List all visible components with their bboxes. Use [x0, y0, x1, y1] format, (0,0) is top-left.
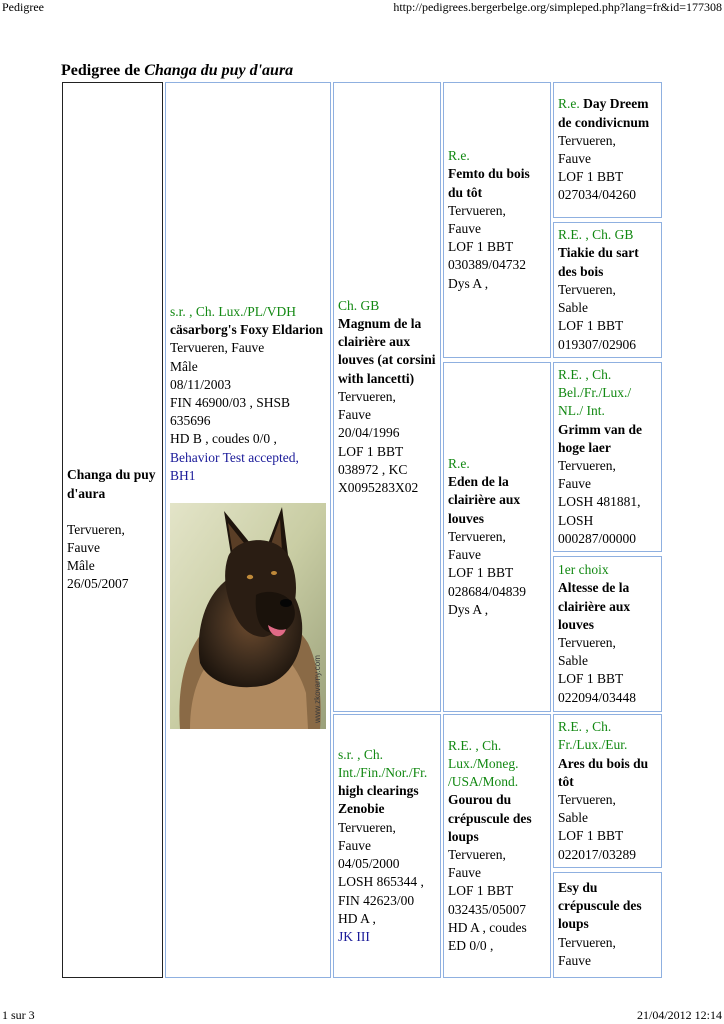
sire-dam-registration: LOSH 865344 , FIN 42623/00: [338, 874, 424, 908]
gen3-1-health: Dys A ,: [448, 275, 489, 291]
gen3-2-name[interactable]: Eden de la clairière aux louves: [448, 474, 521, 526]
gen4-1-registration: LOF 1 BBT 027034/04260: [558, 169, 637, 203]
pedigree-cell-sire-sire: [333, 82, 441, 712]
gen4-5-breed: Tervueren,: [558, 792, 616, 807]
gen3-3-health: HD A , coudes ED 0/0 ,: [448, 919, 527, 954]
gen4-1-titles: R.e.: [558, 96, 580, 112]
gen4-6-name[interactable]: Esy du crépuscule des loups: [558, 880, 642, 932]
gen3-1-breed: Tervueren,: [448, 202, 506, 218]
title-prefix: Pedigree de: [61, 62, 145, 79]
gen4-5-titles: R.E. , Ch. Fr./Lux./Eur.: [558, 719, 628, 753]
gen4-1-name[interactable]: Day Dreem de condivicnum: [558, 96, 650, 130]
dog-photo-illustration: [170, 503, 326, 729]
gen4-5-color: Sable: [558, 810, 588, 826]
photo-watermark: www.zkovarny.com: [313, 655, 322, 724]
sire-registration: FIN 46900/03 , SHSB 635696: [170, 395, 291, 429]
page-title: [61, 60, 293, 82]
gen3-3-registration: LOF 1 BBT 032435/05007: [448, 883, 527, 917]
gen3-3-titles: R.E. , Ch. Lux./Moneg. /USA/Mond.: [448, 737, 519, 790]
gen4-3-registration: LOSH 481881, LOSH 000287/00000: [558, 494, 641, 546]
dog-breed: Tervueren,: [67, 521, 125, 537]
dog-sex: Mâle: [67, 558, 95, 574]
gen4-2-titles: R.E. , Ch. GB: [558, 227, 634, 243]
dog-color: Fauve: [67, 540, 100, 555]
gen4-4-breed: Tervueren,: [558, 635, 616, 650]
gen4-5-registration: LOF 1 BBT 022017/03289: [558, 828, 637, 862]
sire-dam-color: Fauve: [338, 837, 371, 853]
gen4-3-name[interactable]: Grimm van de hoge laer: [558, 421, 642, 455]
gen3-1-titles: R.e.: [448, 148, 470, 164]
dog-birthdate: 26/05/2007: [67, 576, 129, 592]
sire-sire-titles: Ch. GB: [338, 297, 380, 313]
sire-sire-name[interactable]: Magnum de la clairière aux louves (at corsini with lancetti): [338, 316, 436, 386]
sire-dam-health: HD A ,: [338, 910, 376, 926]
gen4-1-heading: [558, 95, 657, 131]
gen3-2-titles: R.e.: [448, 456, 470, 472]
sire-health: HD B , coudes 0/0 ,: [170, 431, 277, 447]
dog-name: Changa du puy d'aura: [67, 467, 156, 501]
sire-sex: Mâle: [170, 358, 198, 374]
sire-sire-breed: Tervueren,: [338, 388, 396, 404]
gen4-4-name[interactable]: Altesse de la clairière aux louves: [558, 580, 631, 632]
gen4-4-titles: 1er choix: [558, 562, 609, 578]
gen4-1-color: Fauve: [558, 151, 591, 166]
pedigree-cell-gen3-1: [443, 82, 551, 358]
gen3-3-breed: Tervueren,: [448, 847, 506, 862]
gen4-2-heading: [558, 226, 657, 281]
pedigree-cell-gen4-6: [553, 872, 662, 978]
gen4-3-breed: Tervueren,: [558, 458, 616, 473]
sire-tests: Behavior Test accepted, BH1: [170, 449, 299, 483]
page-footer-datetime: 21/04/2012 12:14: [636, 1008, 722, 1022]
gen4-2-breed: Tervueren,: [558, 281, 616, 297]
sire-sire-color: Fauve: [338, 407, 371, 423]
title-dog-name: Changa du puy d'aura: [144, 62, 294, 79]
gen4-6-breed: Tervueren,: [558, 934, 616, 950]
gen3-1-registration: LOF 1 BBT 030389/04732: [448, 239, 527, 273]
pedigree-cell-gen3-2: [443, 362, 551, 712]
sire-dam-titles: s.r. , Ch. Int./Fin./Nor./Fr.: [338, 746, 428, 781]
page-header-title: Pedigree: [2, 0, 44, 14]
sire-dam-name[interactable]: high clearings Zenobie: [338, 783, 419, 817]
gen4-2-color: Sable: [558, 300, 588, 316]
gen3-3-color: Fauve: [448, 865, 481, 881]
pedigree-cell-gen4-4: [553, 556, 662, 712]
gen4-6-color: Fauve: [558, 952, 591, 968]
pedigree-cell-gen4-2: [553, 222, 662, 358]
page-footer-page-number: 1 sur 3: [2, 1008, 35, 1022]
gen3-1-color: Fauve: [448, 221, 481, 236]
sire-sire-birthdate: 20/04/1996: [338, 425, 400, 441]
sire-name[interactable]: cäsarborg's Foxy Eldarion: [170, 322, 324, 338]
gen3-2-breed: Tervueren,: [448, 528, 506, 544]
pedigree-cell-gen4-3: [553, 362, 662, 552]
gen3-1-name[interactable]: Femto du bois du tôt: [448, 166, 530, 200]
pedigree-cell-gen4-1: [553, 82, 662, 218]
sire-breed-color: Tervueren, Fauve: [170, 340, 265, 356]
gen4-3-titles: R.E. , Ch. Bel./Fr./Lux./ NL./ Int.: [558, 366, 632, 419]
gen3-2-color: Fauve: [448, 547, 481, 563]
gen4-4-registration: LOF 1 BBT 022094/03448: [558, 671, 637, 705]
pedigree-cell-self: [62, 82, 163, 978]
sire-dam-birthdate: 04/05/2000: [338, 856, 400, 872]
pedigree-cell-gen4-5: [553, 714, 662, 868]
sire-photo: [170, 503, 326, 729]
gen4-3-color: Fauve: [558, 476, 591, 492]
gen3-2-health: Dys A ,: [448, 601, 489, 617]
gen4-4-color: Sable: [558, 653, 588, 669]
sire-birthdate: 08/11/2003: [170, 376, 232, 392]
gen3-2-registration: LOF 1 BBT 028684/04839: [448, 565, 527, 599]
sire-dam-tests: JK III: [338, 928, 370, 944]
gen4-1-breed: Tervueren,: [558, 132, 616, 148]
gen4-2-registration: LOF 1 BBT 019307/02906: [558, 318, 637, 352]
pedigree-cell-sire-dam: [333, 714, 441, 978]
pedigree-cell-gen3-3: [443, 714, 551, 978]
gen4-2-name[interactable]: Tiakie du sart des bois: [558, 245, 639, 279]
sire-sire-registration: LOF 1 BBT 038972 , KC X0095283X02: [338, 443, 419, 495]
gen4-5-name[interactable]: Ares du bois du tôt: [558, 755, 649, 789]
sire-dam-breed: Tervueren,: [338, 819, 396, 835]
gen3-3-name[interactable]: Gourou du crépuscule des loups: [448, 792, 532, 844]
sire-titles: s.r. , Ch. Lux./PL/VDH: [170, 304, 297, 319]
pedigree-cell-sire: [165, 82, 331, 978]
page-header-url[interactable]: http://pedigrees.bergerbelge.org/simpleped.php?lang=fr&id=177308: [393, 0, 722, 14]
